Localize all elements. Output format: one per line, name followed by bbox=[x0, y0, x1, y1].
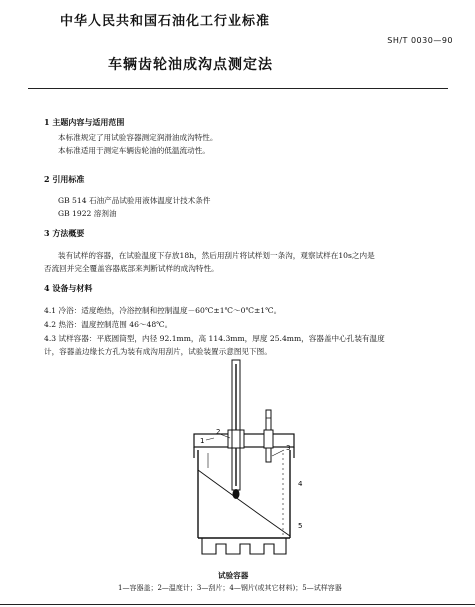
bottom-rule bbox=[0, 604, 475, 605]
section-4-heading: 4 设备与材料 bbox=[44, 283, 93, 293]
reference-gb1922: GB 1922 溶剂油 bbox=[58, 209, 117, 218]
figure-label-4: 4 bbox=[298, 480, 303, 488]
section-2-heading: 2 引用标准 bbox=[44, 174, 85, 184]
section-3-heading: 3 方法概要 bbox=[44, 228, 85, 238]
item-4-3-continued: 计，容器盖边缘长方孔为装有成沟用刮片，试验装置示意图见下图。 bbox=[44, 347, 272, 356]
document-title: 车辆齿轮油成沟点测定法 bbox=[108, 57, 273, 73]
test-container-figure bbox=[180, 358, 320, 573]
section-3-line-2: 否流回并完全覆盖容器底部来判断试样的成沟特性。 bbox=[44, 264, 219, 273]
container-lid bbox=[194, 430, 294, 458]
section-1-heading: 1 主题内容与适用范围 bbox=[44, 117, 125, 127]
figure-label-1: 1 bbox=[200, 437, 205, 445]
item-4-2: 4.2 热浴：温度控制范围 46～48℃。 bbox=[44, 320, 173, 329]
item-4-1: 4.1 冷浴：适度绝热，冷浴控制和控制温度－60℃±1℃～0℃±1℃。 bbox=[44, 306, 282, 315]
org-title: 中华人民共和国石油化工行业标准 bbox=[60, 14, 271, 29]
sample-container bbox=[198, 450, 290, 554]
section-1-line-2: 本标准适用于测定车辆齿轮油的低温流动性。 bbox=[58, 146, 210, 155]
item-4-3: 4.3 试样容器：平底圆筒型，内径 92.1mm，高 114.3mm，厚度 25.4mm，容器盖中心孔装有温度 bbox=[44, 334, 385, 343]
figure-label-5: 5 bbox=[298, 522, 303, 530]
standard-number: SH/T 0030—90 bbox=[387, 36, 453, 45]
figure-label-2: 2 bbox=[216, 428, 221, 436]
figure-caption: 试验容器 bbox=[218, 571, 249, 580]
figure-label-3: 3 bbox=[286, 444, 291, 452]
title-rule bbox=[28, 88, 448, 89]
reference-gb514: GB 514 石油产品试验用液体温度计技术条件 bbox=[58, 196, 211, 205]
figure-legend: 1—容器盖；2—温度计；3—刮片；4—钢片(或其它材料)；5—试样容器 bbox=[118, 584, 342, 592]
section-3-line-1: 装有试样的容器，在试验温度下存放18h，然后用刮片将试样划一条沟，观察试样在10s之内是 bbox=[58, 251, 375, 260]
section-1-line-1: 本标准规定了用试验容器测定润滑油成沟特性。 bbox=[58, 133, 218, 142]
